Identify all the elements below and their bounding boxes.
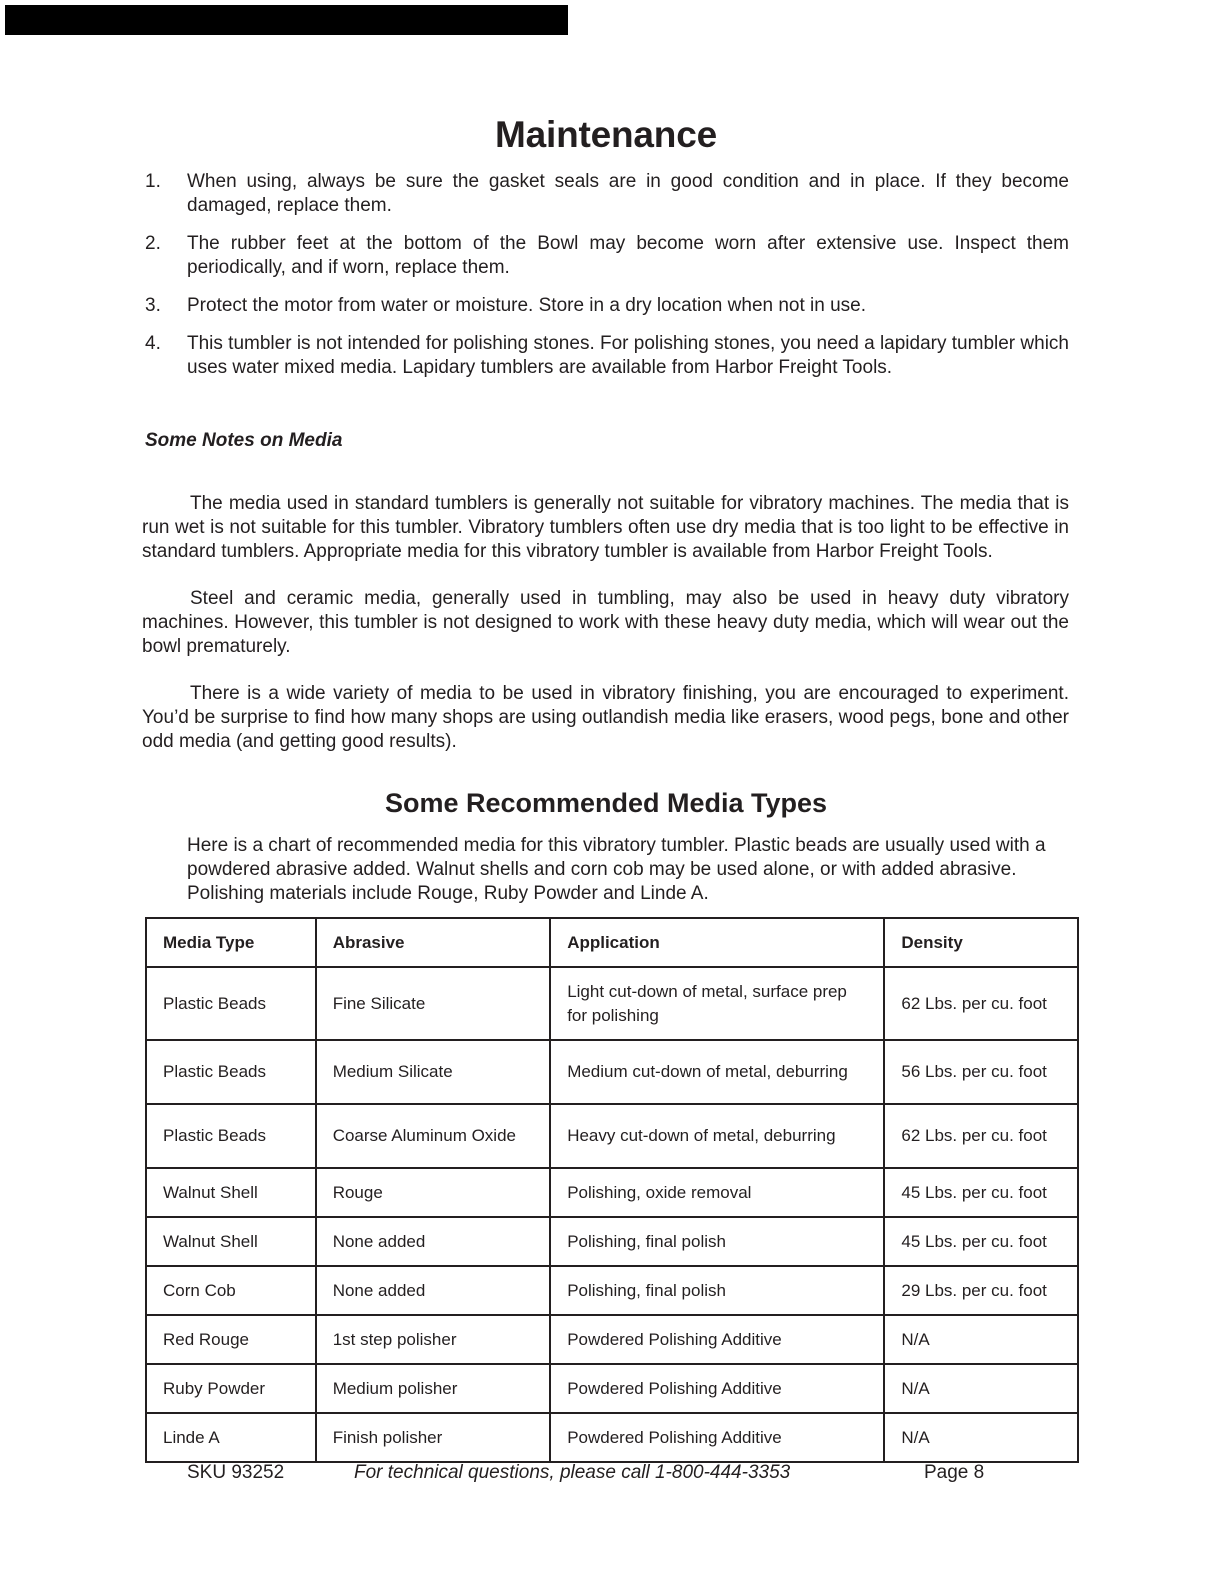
table-cell: Finish polisher [316, 1413, 551, 1462]
table-cell: Red Rouge [146, 1315, 316, 1364]
maintenance-list [145, 170, 1069, 394]
item-text: The rubber feet at the bottom of the Bowl may become worn after extensive use. Inspect them periodically, and if worn, replace them. [187, 233, 1069, 278]
table-cell: Plastic Beads [146, 1040, 316, 1104]
notes-heading: Some Notes on Media [145, 430, 343, 451]
table-cell: Heavy cut-down of metal, deburring [550, 1104, 884, 1168]
table-row [146, 1315, 1078, 1364]
table-cell: 62 Lbs. per cu. foot [884, 1104, 1078, 1168]
table-row [146, 967, 1078, 1040]
table-cell: Powdered Polishing Additive [550, 1413, 884, 1462]
table-cell: Plastic Beads [146, 1104, 316, 1168]
column-header: Application [550, 918, 884, 967]
list-item [145, 332, 1069, 380]
list-item [145, 170, 1069, 218]
table-cell: N/A [884, 1315, 1078, 1364]
table-row [146, 1168, 1078, 1217]
column-header: Media Type [146, 918, 316, 967]
table-row [146, 1266, 1078, 1315]
footer-tech-support: For technical questions, please call 1-800-444-3353 [354, 1462, 791, 1483]
footer-sku: SKU 93252 [187, 1462, 285, 1483]
table-cell: None added [316, 1266, 551, 1315]
table-header-row [146, 918, 1078, 967]
item-text: Protect the motor from water or moisture. Store in a dry location when not in use. [187, 295, 867, 316]
item-number: 2. [145, 233, 161, 254]
media-paragraph: There is a wide variety of media to be used in vibratory finishing, you are encouraged to experiment. You’d be surprise to find how many shops are using outlandish media like erasers, wood pegs, bone and other odd media (and getting good results). [142, 683, 1069, 752]
table-cell: Light cut-down of metal, surface prep for polishing [550, 967, 884, 1040]
table-cell: Plastic Beads [146, 967, 316, 1040]
table-cell: 56 Lbs. per cu. foot [884, 1040, 1078, 1104]
table-cell: 62 Lbs. per cu. foot [884, 967, 1078, 1040]
list-item [145, 294, 1069, 318]
table-row [146, 1413, 1078, 1462]
table-cell: Rouge [316, 1168, 551, 1217]
table-row [146, 1217, 1078, 1266]
table-cell: Ruby Powder [146, 1364, 316, 1413]
item-number: 4. [145, 333, 161, 354]
table-cell: 45 Lbs. per cu. foot [884, 1168, 1078, 1217]
table-cell: Walnut Shell [146, 1168, 316, 1217]
table-cell: Polishing, final polish [550, 1266, 884, 1315]
table-cell: 1st step polisher [316, 1315, 551, 1364]
table-cell: N/A [884, 1364, 1078, 1413]
table-row [146, 1364, 1078, 1413]
table-cell: 45 Lbs. per cu. foot [884, 1217, 1078, 1266]
table-cell: Coarse Aluminum Oxide [316, 1104, 551, 1168]
table-cell: Corn Cob [146, 1266, 316, 1315]
table-row [146, 1040, 1078, 1104]
column-header: Abrasive [316, 918, 551, 967]
item-number: 1. [145, 171, 161, 192]
page-title: Maintenance [495, 114, 717, 155]
item-number: 3. [145, 295, 161, 316]
table-cell: Walnut Shell [146, 1217, 316, 1266]
table-cell: Medium Silicate [316, 1040, 551, 1104]
list-item [145, 232, 1069, 280]
section-heading: Some Recommended Media Types [384, 788, 828, 818]
table-cell: Medium polisher [316, 1364, 551, 1413]
table-cell: Powdered Polishing Additive [550, 1364, 884, 1413]
media-intro: Here is a chart of recommended media for this vibratory tumbler. Plastic beads are usually used with a powdered abrasive added. Walnut shells and corn cob may be used alone, or with added abrasive. Polishing materials include Rouge, Ruby Powder and Linde A. [187, 835, 1046, 904]
item-text: When using, always be sure the gasket seals are in good condition and in place. If they become damaged, replace them. [187, 171, 1069, 216]
table-row [146, 1104, 1078, 1168]
table-cell: Polishing, final polish [550, 1217, 884, 1266]
table-cell: None added [316, 1217, 551, 1266]
redaction-bar [5, 5, 568, 35]
item-text: This tumbler is not intended for polishing stones. For polishing stones, you need a lapidary tumbler which uses water mixed media. Lapidary tumblers are available from Harbor Freight Tools. [187, 333, 1069, 378]
table-cell: Linde A [146, 1413, 316, 1462]
footer-page-number: Page 8 [924, 1462, 985, 1483]
table-cell: 29 Lbs. per cu. foot [884, 1266, 1078, 1315]
table-cell: N/A [884, 1413, 1078, 1462]
table-cell: Powdered Polishing Additive [550, 1315, 884, 1364]
table-cell: Fine Silicate [316, 967, 551, 1040]
media-paragraph: The media used in standard tumblers is generally not suitable for vibratory machines. The media that is run wet is not suitable for this tumbler. Vibratory tumblers often use dry media that is too light to be effective in standard tumblers. Appropriate media for this vibratory tumbler is available from Harbor Freight Tools. [142, 493, 1069, 562]
table-cell: Polishing, oxide removal [550, 1168, 884, 1217]
table-cell: Medium cut-down of metal, deburring [550, 1040, 884, 1104]
media-paragraph: Steel and ceramic media, generally used in tumbling, may also be used in heavy duty vibratory machines. However, this tumbler is not designed to work with these heavy duty media, which will wear out the bowl prematurely. [142, 588, 1069, 657]
column-header: Density [884, 918, 1078, 967]
media-table [145, 917, 1079, 1463]
